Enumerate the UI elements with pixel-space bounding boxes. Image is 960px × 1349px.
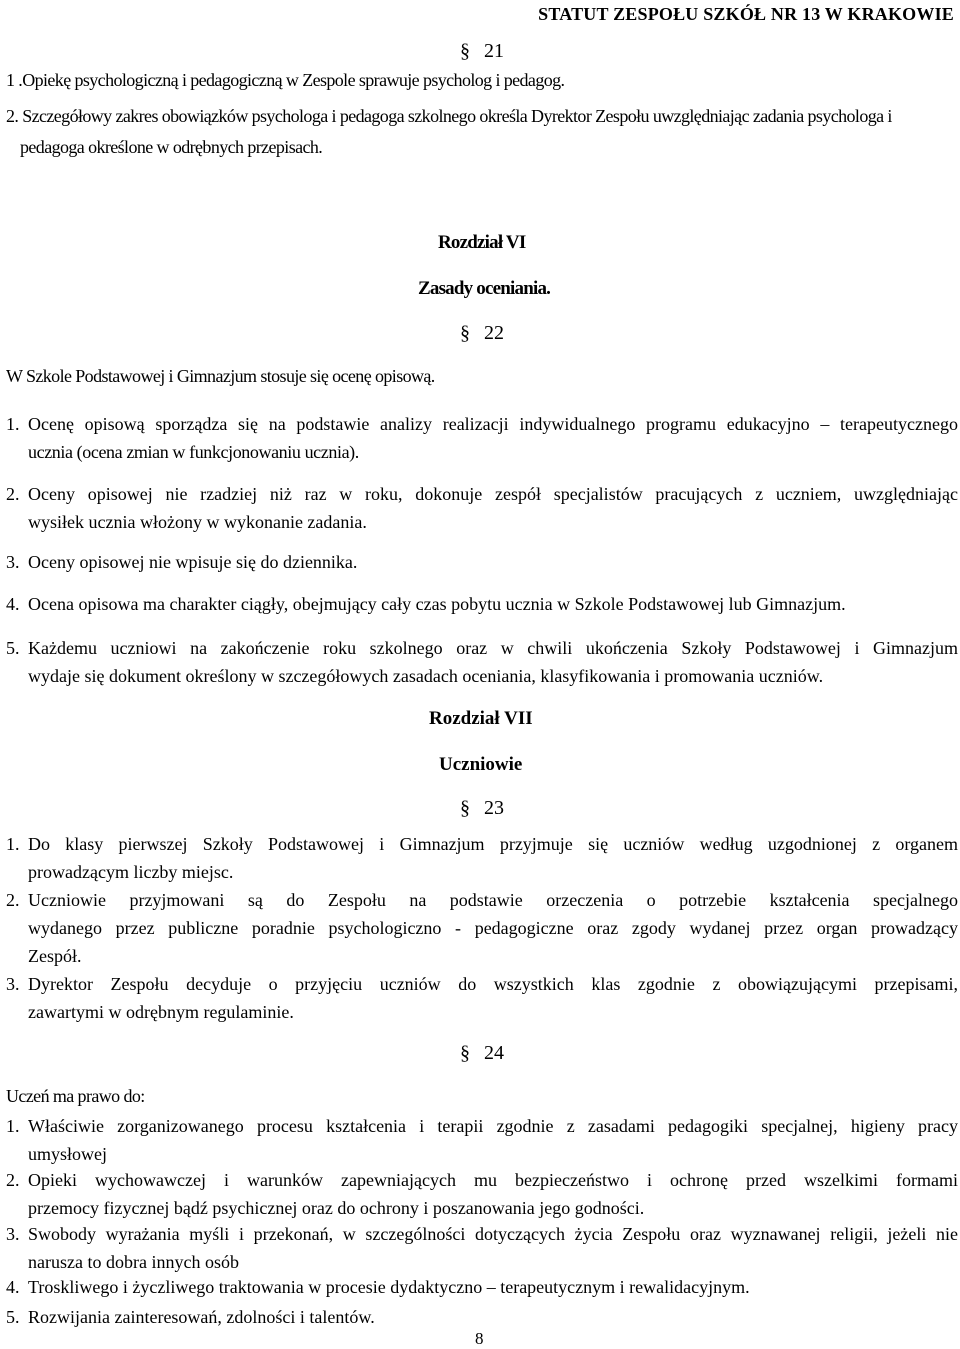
item-number: 2. [6, 484, 20, 504]
section-22-heading [460, 322, 504, 345]
item-text: Swobody wyrażania myśli i przekonań, w szczególności dotyczących życia Zespołu oraz wyznawanej religii, jeżeli nie [28, 1224, 958, 1244]
section-symbol: § [460, 322, 470, 344]
p21-item-1: 1 .Opiekę psychologiczną i pedagogiczną w Zespole sprawuje psycholog i pedagog. [6, 70, 565, 90]
p24-intro: Uczeń ma prawo do: [6, 1086, 145, 1106]
section-symbol: § [460, 40, 470, 62]
p23-item-3 [6, 970, 958, 1026]
item-text: Do klasy pierwszej Szkoły Podstawowej i Gimnazjum przyjmuje się uczniów według uzgodnionej z organem [28, 834, 958, 854]
p24-item-4 [6, 1273, 958, 1301]
item-text: Ocena opisowa ma charakter ciągły, obejmujący cały czas pobytu ucznia w Szkole Podstawowej lub Gimnazjum. [28, 594, 846, 614]
chapter-7-subtitle: Uczniowie [439, 754, 523, 775]
item-number: 2. [6, 890, 20, 910]
item-text: Właściwie zorganizowanego procesu kształcenia i terapii zgodnie z zasadami pedagogiki specjalnej, higieny pracy [28, 1116, 958, 1136]
page-number: 8 [475, 1329, 484, 1348]
section-24-heading [460, 1042, 504, 1065]
p22-item-1 [6, 410, 958, 466]
item-text-continued: prowadzącym liczby miejsc. [28, 862, 234, 882]
p21-item-2-line-1 [6, 106, 892, 127]
item-text: Ocenę opisową sporządza się na podstawie analizy realizacji indywidualnego programu edukacyjno – terapeutycznego [28, 414, 958, 434]
section-symbol: § [460, 1042, 470, 1064]
p24-item-1 [6, 1112, 958, 1168]
section-number: 23 [484, 797, 504, 819]
p23-item-2 [6, 886, 958, 970]
item-number: 4. [6, 594, 20, 614]
item-text-continued: Zespół. [28, 946, 82, 966]
item-text: Opieki wychowawczej i warunków zapewniających mu bezpieczeństwo i ochronę przed wszelkimi formami [28, 1170, 958, 1190]
section-21-heading [460, 40, 504, 63]
item-text-continued: wysiłek ucznia włożony w wykonanie zadania. [28, 512, 367, 532]
section-23-heading [460, 797, 504, 820]
p24-item-5 [6, 1303, 958, 1331]
item-number: 5. [6, 1307, 20, 1327]
item-text-continued: wydanego przez publiczne poradnie psychologiczno - pedagogiczne oraz zgody wydanej przez organ prowadzący [28, 918, 958, 938]
item-number: 4. [6, 1277, 20, 1297]
p22-intro: W Szkole Podstawowej i Gimnazjum stosuje się ocenę opisową. [6, 366, 435, 386]
item-number: 3. [6, 974, 20, 994]
item-text: Troskliwego i życzliwego traktowania w procesie dydaktyczno – terapeutycznym i rewalidacyjnym. [28, 1277, 750, 1297]
item-text: Oceny opisowej nie wpisuje się do dziennika. [28, 552, 358, 572]
item-text-continued: narusza to dobra innych osób [28, 1252, 239, 1272]
chapter-6-subtitle: Zasady oceniania. [418, 278, 551, 299]
p22-item-5 [6, 634, 958, 690]
item-text-continued: wydaje się dokument określony w szczegółowych zasadach oceniania, klasyfikowania i promowania uczniów. [28, 666, 824, 686]
item-number: 1. [6, 834, 20, 854]
section-number: 21 [484, 40, 504, 62]
item-text: Uczniowie przyjmowani są do Zespołu na podstawie orzeczenia o potrzebie kształcenia specjalnego [28, 890, 958, 910]
item-number: 1. [6, 414, 20, 434]
item-text-continued: ucznia (ocena zmian w funkcjonowaniu ucznia). [28, 442, 359, 462]
item-number: 1. [6, 1116, 20, 1136]
section-number: 22 [484, 322, 504, 344]
item-number: 3. [6, 552, 20, 572]
item-text: Oceny opisowej nie rzadziej niż raz w roku, dokonuje zespół specjalistów pracujących z uczniem, uwzględniając [28, 484, 958, 504]
p22-item-2 [6, 480, 958, 536]
chapter-6-title: Rozdział VI [438, 232, 526, 253]
p21-item-2-number: 2. [6, 106, 19, 126]
p24-item-2 [6, 1166, 958, 1222]
item-number: 2. [6, 1170, 20, 1190]
chapter-7-title: Rozdział VII [429, 708, 533, 729]
p22-item-4 [6, 590, 958, 618]
section-symbol: § [460, 797, 470, 819]
item-text: Każdemu uczniowi na zakończenie roku szkolnego oraz w chwili ukończenia Szkoły Podstawowej i Gimnazjum [28, 638, 958, 658]
item-text-continued: zawartymi w odrębnym regulaminie. [28, 1002, 294, 1022]
p21-item-2-text: Szczegółowy zakres obowiązków psychologa i pedagoga szkolnego określa Dyrektor Zespołu uwzględniając zadania psychologa i [22, 106, 892, 126]
p24-item-3 [6, 1220, 958, 1276]
section-number: 24 [484, 1042, 504, 1064]
document-header: STATUT ZESPOŁU SZKÓŁ NR 13 W KRAKOWIE [538, 4, 954, 24]
item-text-continued: umysłowej [28, 1144, 107, 1164]
p22-item-3 [6, 548, 958, 576]
p21-item-2-line-2: pedagoga określone w odrębnych przepisach. [20, 137, 323, 157]
item-text: Rozwijania zainteresowań, zdolności i talentów. [28, 1307, 375, 1327]
item-text: Dyrektor Zespołu decyduje o przyjęciu uczniów do wszystkich klas zgodnie z obowiązującymi przepisami, [28, 974, 958, 994]
item-number: 5. [6, 638, 20, 658]
item-text-continued: przemocy fizycznej bądź psychicznej oraz do ochrony i poszanowania jego godności. [28, 1198, 645, 1218]
item-number: 3. [6, 1224, 20, 1244]
p23-item-1 [6, 830, 958, 886]
